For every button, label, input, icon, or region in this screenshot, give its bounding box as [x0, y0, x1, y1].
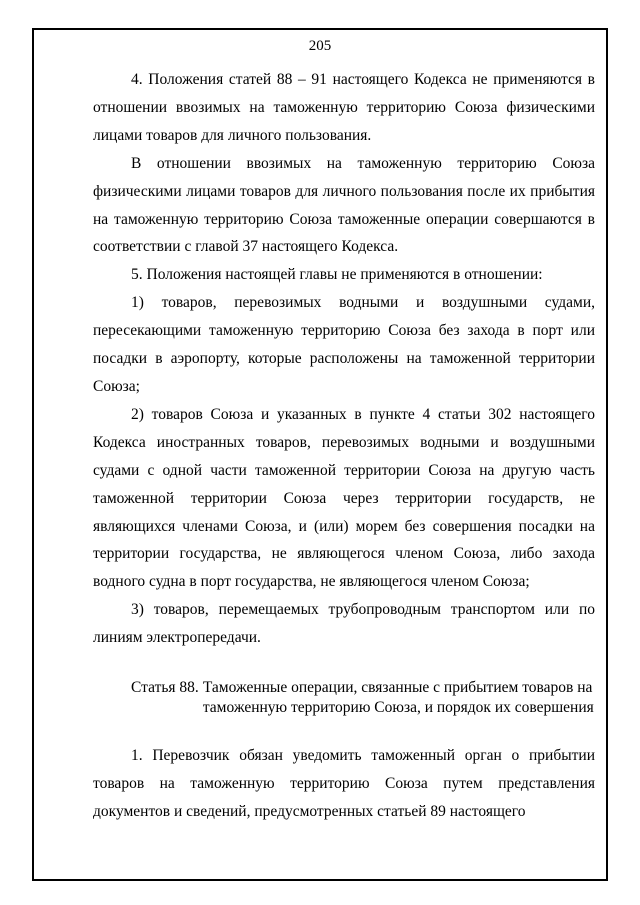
article-paragraph-1: 1. Перевозчик обязан уведомить таможенный орган о прибытии товаров на таможенную территорию Союза путем представления документов и сведений, предусмотренных статьей 89 настоящего — [93, 747, 595, 820]
paragraph-4: 4. Положения статей 88 – 91 настоящего Кодекса не применяются в отношении ввозимых на таможенную территорию Союза физическими лицами товаров для личного пользования. — [93, 71, 595, 144]
list-item-2: 2) товаров Союза и указанных в пункте 4 статьи 302 настоящего Кодекса иностранных товаров, перевозимых водными и воздушными судами с одной части таможенной территории Союза на другую часть таможенной территории Союза через территории государств, не являющихся членами Союза, и (или) морем без совершения посадки на территории государства, не являющегося членом Союза, либо захода водного судна в порт государства, не являющегося членом Союза; — [93, 405, 595, 591]
article-title: Таможенные операции, связанные с прибытием товаров на таможенную территорию Союза, и порядок их совершения — [202, 679, 594, 717]
article-label: Статья 88. — [131, 679, 199, 697]
list-item-1: 1) товаров, перевозимых водными и воздушными судами, пересекающими таможенную территорию Союза без захода в порт или посадки в аэропорту, которые расположены на таможенной территории Союза; — [93, 294, 595, 395]
document-body — [93, 66, 595, 826]
list-item-3: 3) товаров, перемещаемых трубопроводным транспортом или по линиям электропередачи. — [93, 601, 595, 647]
paragraph-5: 5. Положения настоящей главы не применяются в отношении: — [131, 266, 543, 284]
article-heading — [93, 678, 595, 718]
paragraph-4-continued: В отношении ввозимых на таможенную территорию Союза физическими лицами товаров для личного пользования после их прибытия на таможенную территорию Союза таможенные операции совершаются в соответствии с главой 37 настоящего Кодекса. — [93, 154, 595, 256]
page-number: 205 — [308, 38, 332, 54]
